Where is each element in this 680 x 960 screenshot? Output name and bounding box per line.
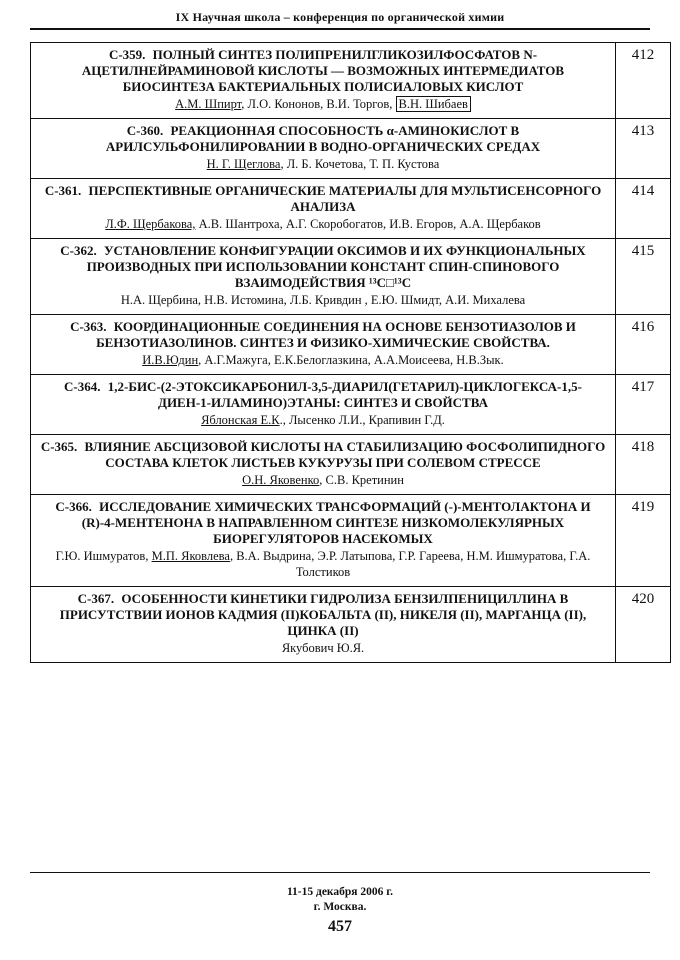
entry-cell bbox=[31, 495, 616, 587]
entry-code: С-360. bbox=[126, 123, 164, 138]
entry-authors bbox=[39, 216, 607, 232]
entry-title bbox=[39, 499, 607, 547]
entry-code: С-367. bbox=[77, 591, 115, 606]
entry-cell bbox=[31, 43, 616, 119]
presenting-author: И.В.Юдин bbox=[142, 353, 199, 367]
entry-code: С-362. bbox=[60, 243, 97, 258]
entry-code: С-361. bbox=[44, 183, 82, 198]
contents-table bbox=[30, 42, 671, 663]
entry-page-number: 418 bbox=[616, 435, 671, 495]
contents-row bbox=[31, 587, 671, 663]
header-rule bbox=[30, 28, 650, 30]
coauthors: , Л.О. Кононов, В.И. Торгов, bbox=[241, 97, 396, 111]
coauthors: Н.А. Щербина, Н.В. Истомина, Л.Б. Кривдин , Е.Ю. Шмидт, А.И. Михалева bbox=[120, 293, 526, 307]
entry-title bbox=[39, 319, 607, 351]
contents-row bbox=[31, 495, 671, 587]
contents-body bbox=[31, 43, 671, 663]
contents-row bbox=[31, 179, 671, 239]
entry-title-text: ВЛИЯНИЕ АБСЦИЗОВОЙ КИСЛОТЫ НА СТАБИЛИЗАЦИЮ ФОСФОЛИПИДНОГО СОСТАВА КЛЕТОК ЛИСТЬЕВ КУКУРУЗЫ ПРИ СОЛЕВОМ СТРЕССЕ bbox=[84, 439, 606, 470]
presenting-author: О.Н. Яковенко bbox=[242, 473, 320, 487]
contents-row bbox=[31, 43, 671, 119]
presenting-author: Яблонская Е.К bbox=[201, 413, 280, 427]
entry-title bbox=[39, 379, 607, 411]
entry-cell bbox=[31, 375, 616, 435]
entry-authors bbox=[39, 472, 607, 488]
entry-page-number: 420 bbox=[616, 587, 671, 663]
coauthors: ., Лысенко Л.И., Крапивин Г.Д. bbox=[279, 413, 445, 427]
entry-cell bbox=[31, 239, 616, 315]
coauthors: , Л. Б. Кочетова, Т. П. Кустова bbox=[280, 157, 440, 171]
entry-authors bbox=[39, 412, 607, 428]
memorial-author: В.Н. Шибаев bbox=[396, 96, 471, 112]
running-header: IX Научная школа – конференция по органической химии bbox=[175, 10, 505, 24]
entry-authors bbox=[39, 292, 607, 308]
conference-city: г. Москва. bbox=[313, 901, 367, 913]
presenting-author: Н. Г. Щеглова bbox=[206, 157, 281, 171]
entry-page-number: 412 bbox=[616, 43, 671, 119]
coauthors: А.В. Шантроха, А.Г. Скоробогатов, И.В. Егоров, А.А. Щербаков bbox=[195, 217, 541, 231]
coauthors: Якубович Ю.Я. bbox=[281, 641, 365, 655]
entry-cell bbox=[31, 179, 616, 239]
entry-authors bbox=[39, 548, 607, 580]
entry-page-number: 413 bbox=[616, 119, 671, 179]
coauthors: , А.Г.Мажуга, Е.К.Белоглазкина, А.А.Моисеева, Н.В.Зык. bbox=[198, 353, 504, 367]
entry-title-text: ПОЛНЫЙ СИНТЕЗ ПОЛИПРЕНИЛГЛИКОЗИЛФОСФАТОВ N-АЦЕТИЛНЕЙРАМИНОВОЙ КИСЛОТЫ — ВОЗМОЖНЫХ ИНТЕРМЕДИАТОВ БИОСИНТЕЗА БАКТЕРИАЛЬНЫХ ПОЛИСИАЛОВЫХ КИСЛОТ bbox=[81, 47, 565, 94]
entry-page-number: 419 bbox=[616, 495, 671, 587]
entry-cell bbox=[31, 119, 616, 179]
coauthors: , В.А. Выдрина, Э.Р. Латыпова, Г.Р. Гареева, Н.М. Ишмуратова, Г.А. Толстиков bbox=[229, 549, 591, 579]
conference-dates: 11-15 декабря 2006 г. bbox=[286, 886, 394, 898]
entry-cell bbox=[31, 315, 616, 375]
coauthors: , С.В. Кретинин bbox=[319, 473, 404, 487]
entry-page-number: 417 bbox=[616, 375, 671, 435]
entry-code: С-365. bbox=[40, 439, 78, 454]
footer-rule bbox=[30, 872, 650, 873]
entry-page-number: 415 bbox=[616, 239, 671, 315]
contents-row bbox=[31, 239, 671, 315]
contents-row bbox=[31, 375, 671, 435]
presenting-author: Л.Ф. Щербакова, bbox=[105, 217, 196, 231]
contents-row bbox=[31, 435, 671, 495]
entry-authors bbox=[39, 156, 607, 172]
entry-authors bbox=[39, 352, 607, 368]
entry-authors bbox=[39, 96, 607, 112]
entry-title-text: 1,2-БИС-(2-ЭТОКСИКАРБОНИЛ-3,5-ДИАРИЛ(ГЕТАРИЛ)-ЦИКЛОГЕКСА-1,5-ДИЕН-1-ИЛАМИНО)ЭТАНЫ: СИНТЕЗ И СВОЙСТВА bbox=[107, 379, 582, 410]
entry-title bbox=[39, 123, 607, 155]
entry-page-number: 414 bbox=[616, 179, 671, 239]
entry-title-text: КООРДИНАЦИОННЫЕ СОЕДИНЕНИЯ НА ОСНОВЕ БЕНЗОТИАЗОЛОВ И БЕНЗОТИАЗОЛИНОВ. СИНТЕЗ И ФИЗИКО-ХИМИЧЕСКИЕ СВОЙСТВА. bbox=[96, 319, 576, 350]
entry-title-text: ПЕРСПЕКТИВНЫЕ ОРГАНИЧЕСКИЕ МАТЕРИАЛЫ ДЛЯ МУЛЬТИСЕНСОРНОГО АНАЛИЗА bbox=[88, 183, 602, 214]
entry-title-text: ОСОБЕННОСТИ КИНЕТИКИ ГИДРОЛИЗА БЕНЗИЛПЕНИЦИЛЛИНА В ПРИСУТСТВИИ ИОНОВ КАДМИЯ (II)КОБАЛЬТА (II), НИКЕЛЯ (II), МАРГАНЦА (II), ЦИНКА (II) bbox=[59, 591, 587, 638]
entry-title bbox=[39, 439, 607, 471]
entry-page-number: 416 bbox=[616, 315, 671, 375]
entry-cell bbox=[31, 587, 616, 663]
entry-title bbox=[39, 183, 607, 215]
entry-code: С-359. bbox=[108, 47, 146, 62]
entry-title bbox=[39, 47, 607, 95]
entry-title bbox=[39, 243, 607, 291]
entry-code: С-366. bbox=[55, 499, 92, 514]
entry-authors bbox=[39, 640, 607, 656]
entry-title-text: ИССЛЕДОВАНИЕ ХИМИЧЕСКИХ ТРАНСФОРМАЦИЙ (-)-МЕНТОЛАКТОНА И (R)-4-МЕНТЕНОНА В НАПРАВЛЕННОМ СИНТЕЗЕ НИЗКОМОЛЕКУЛЯРНЫХ БИОРЕГУЛЯТОРОВ НАСЕКОМЫХ bbox=[81, 499, 591, 546]
contents-row bbox=[31, 119, 671, 179]
presenting-author: А.М. Шпирт bbox=[175, 97, 242, 111]
coauthors-before: Г.Ю. Ишмуратов, bbox=[55, 549, 152, 563]
entry-title bbox=[39, 591, 607, 639]
entry-title-text: РЕАКЦИОННАЯ СПОСОБНОСТЬ α-АМИНОКИСЛОТ В АРИЛСУЛЬФОНИЛИРОВАНИИ В ВОДНО-ОРГАНИЧЕСКИХ СРЕДАХ bbox=[105, 123, 541, 154]
entry-cell bbox=[31, 435, 616, 495]
contents-row bbox=[31, 315, 671, 375]
page-number: 457 bbox=[328, 918, 352, 935]
entry-title-text: УСТАНОВЛЕНИЕ КОНФИГУРАЦИИ ОКСИМОВ И ИХ ФУНКЦИОНАЛЬНЫХ ПРОИЗВОДНЫХ ПРИ ИСПОЛЬЗОВАНИИ КОНСТАНТ СПИН-СПИНОВОГО ВЗАИМОДЕЙСТВИЯ ¹³C□¹³C bbox=[86, 243, 586, 290]
entry-code: С-363. bbox=[70, 319, 107, 334]
entry-code: С-364. bbox=[64, 379, 101, 394]
presenting-author: М.П. Яковлева bbox=[151, 549, 230, 563]
